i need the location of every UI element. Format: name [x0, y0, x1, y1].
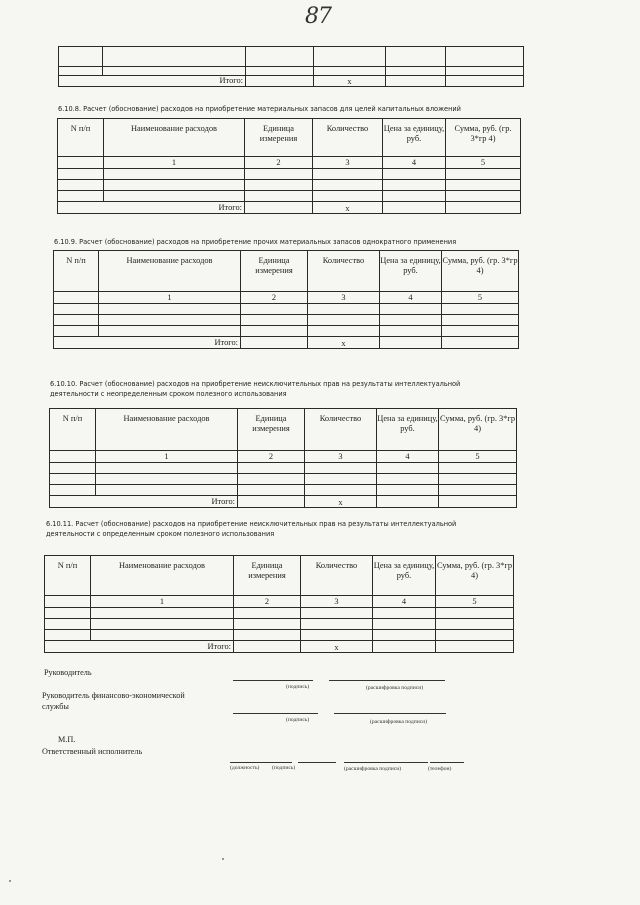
head-sign-caption: (подпись) — [286, 684, 310, 690]
col-unit: Единица измерения — [238, 409, 305, 451]
finance-sign-caption: (подпись) — [286, 717, 310, 723]
table-6-10-11: N п/п Наименование расходов Единица измерения Количество Цена за единицу, руб. Сумма, руб. (гр. 3*гр 4) 1 2 3 4 5 Итого: x — [44, 555, 514, 653]
table-row — [45, 619, 514, 630]
previous-table-fragment — [58, 46, 524, 87]
table-row — [58, 169, 521, 180]
executor-phone-caption: (телефон) — [428, 766, 452, 772]
x-mark: x — [301, 641, 373, 653]
executor-position-caption: (должность) — [230, 765, 260, 771]
table-row — [50, 474, 517, 485]
total-label: Итого: — [58, 202, 245, 214]
head-decode-caption: (расшифровка подписи) — [366, 685, 424, 691]
col-name: Наименование расходов — [104, 119, 245, 157]
col-price: Цена за единицу, руб. — [383, 119, 446, 157]
col-n: N п/п — [50, 409, 96, 451]
page-number: 87 — [305, 4, 331, 29]
finance-decode-caption: (расшифровка подписи) — [370, 719, 428, 725]
col-price: Цена за единицу, руб. — [380, 251, 442, 292]
col-n: N п/п — [54, 251, 99, 292]
section-title-6-10-8: 6.10.8. Расчет (обоснование) расходов на приобретение материальных запасов для целей капитальных вложений — [58, 105, 461, 113]
scan-speck — [9, 880, 11, 882]
x-mark: x — [314, 76, 386, 87]
x-mark: x — [308, 337, 380, 349]
col-unit: Единица измерения — [245, 119, 313, 157]
table-row — [58, 191, 521, 202]
total-label: Итого: — [50, 496, 238, 508]
executor-decode-line — [344, 762, 428, 763]
col-unit: Единица измерения — [234, 556, 301, 596]
section-title-6-10-9: 6.10.9. Расчет (обоснование) расходов на приобретение прочих материальных запасов однократного применения — [54, 238, 457, 246]
executor-decode-caption: (расшифровка подписи) — [344, 766, 402, 772]
head-label: Руководитель — [44, 668, 92, 677]
executor-sign-caption: (подпись) — [272, 765, 296, 771]
total-label: Итого: — [54, 337, 241, 349]
col-sum: Сумма, руб. (гр. 3*гр 4) — [439, 409, 517, 451]
col-sum: Сумма, руб. (гр. 3*гр 4) — [442, 251, 519, 292]
table-row — [54, 315, 519, 326]
finance-decode-line — [334, 713, 446, 714]
col-qty: Количество — [308, 251, 380, 292]
head-decode-line — [329, 680, 445, 681]
table-row — [50, 463, 517, 474]
table-row — [54, 326, 519, 337]
col-n: N п/п — [58, 119, 104, 157]
section-title-6-10-11: 6.10.11. Расчет (обоснование) расходов на приобретение неисключительных прав на результаты интеллектуальной деятельности с определенным сроком полезного использования — [46, 520, 457, 538]
table-row — [45, 608, 514, 619]
col-name: Наименование расходов — [96, 409, 238, 451]
col-qty: Количество — [301, 556, 373, 596]
executor-phone-line — [430, 762, 464, 763]
total-label: Итого: — [45, 641, 234, 653]
table-6-10-10: N п/п Наименование расходов Единица измерения Количество Цена за единицу, руб. Сумма, руб. (гр. 3*гр 4) 1 2 3 4 5 Итого: x — [49, 408, 517, 508]
executor-label: Ответственный исполнитель — [42, 747, 143, 756]
col-price: Цена за единицу, руб. — [373, 556, 436, 596]
col-n: N п/п — [45, 556, 91, 596]
table-row — [50, 485, 517, 496]
table-row — [45, 630, 514, 641]
stamp-label: М.П. — [58, 735, 76, 744]
table-row — [54, 304, 519, 315]
col-unit: Единица измерения — [241, 251, 308, 292]
table-row — [58, 180, 521, 191]
col-price: Цена за единицу, руб. — [377, 409, 439, 451]
total-label: Итого: — [59, 76, 246, 87]
head-signature-line — [233, 680, 313, 681]
col-sum: Сумма, руб. (гр. 3*гр 4) — [446, 119, 521, 157]
table-6-10-9: N п/п Наименование расходов Единица измерения Количество Цена за единицу, руб. Сумма, руб. (гр. 3*гр 4) 1 2 3 4 5 Итого: x — [53, 250, 519, 349]
executor-position-line — [230, 762, 292, 763]
col-qty: Количество — [313, 119, 383, 157]
scan-speck — [222, 858, 224, 860]
col-name: Наименование расходов — [91, 556, 234, 596]
section-title-6-10-10: 6.10.10. Расчет (обоснование) расходов на приобретение неисключительных прав на результаты интеллектуальной деятельности с неопределенным сроком полезного использования — [50, 380, 461, 398]
finance-head-label: Руководитель финансово-экономической службы — [42, 691, 185, 711]
executor-signature-line — [298, 762, 336, 763]
table-6-10-8: N п/п Наименование расходов Единица измерения Количество Цена за единицу, руб. Сумма, руб. (гр. 3*гр 4) 1 2 3 4 5 Итого: x — [57, 118, 521, 214]
col-sum: Сумма, руб. (гр. 3*гр 4) — [436, 556, 514, 596]
finance-signature-line — [233, 713, 318, 714]
col-qty: Количество — [305, 409, 377, 451]
x-mark: x — [313, 202, 383, 214]
x-mark: x — [305, 496, 377, 508]
col-name: Наименование расходов — [99, 251, 241, 292]
